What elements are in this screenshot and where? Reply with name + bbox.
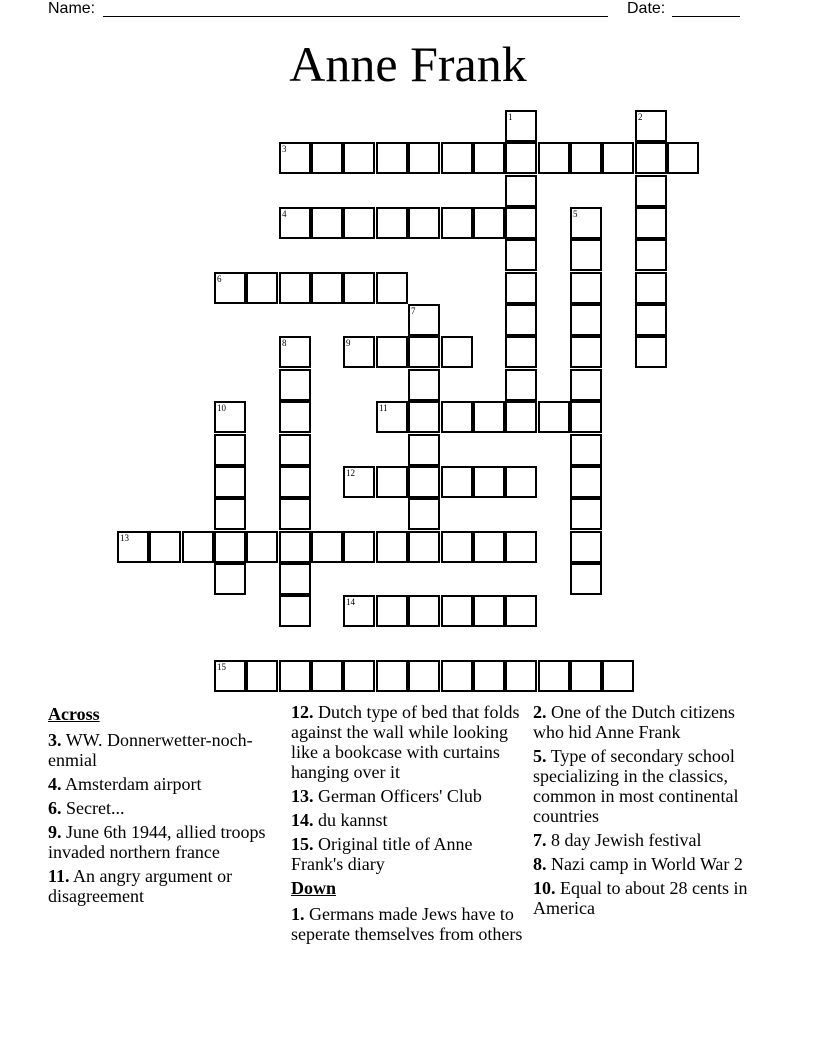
grid-cell[interactable] [408, 336, 440, 368]
grid-cell[interactable] [505, 336, 537, 368]
date-label: Date: [627, 0, 666, 17]
clue-across-15: 15. Original title of Anne Frank's diary [291, 834, 473, 874]
grid-cell[interactable] [279, 563, 311, 595]
grid-cell[interactable] [343, 660, 375, 692]
grid-cell[interactable] [279, 531, 311, 563]
clue-number: 12 [346, 468, 355, 478]
grid-cell[interactable] [311, 272, 343, 304]
clue-number: 13 [120, 533, 129, 543]
clue-down-8: 8. Nazi camp in World War 2 [533, 854, 743, 874]
grid-cell[interactable] [214, 498, 246, 530]
down-heading: Down [291, 878, 337, 898]
grid-cell[interactable] [311, 142, 343, 174]
grid-cell[interactable] [279, 272, 311, 304]
grid-cell[interactable] [635, 207, 667, 239]
grid-cell[interactable] [570, 401, 602, 433]
grid-cell[interactable] [570, 498, 602, 530]
grid-cell[interactable] [408, 466, 440, 498]
grid-cell[interactable] [376, 595, 408, 627]
grid-cell[interactable] [570, 660, 602, 692]
clue-number: 15 [217, 662, 226, 672]
grid-cell[interactable] [667, 142, 699, 174]
grid-cell[interactable] [376, 336, 408, 368]
grid-cell[interactable] [408, 207, 440, 239]
grid-cell[interactable] [505, 272, 537, 304]
clue-across-11: 11. An angry argument or disagreement [48, 866, 233, 906]
grid-cell[interactable] [441, 466, 473, 498]
clue-number: 11 [379, 403, 388, 413]
clue-down-10: 10. Equal to about 28 cents in America [533, 878, 748, 918]
grid-cell[interactable] [343, 531, 375, 563]
clue-number: 5 [573, 209, 578, 219]
grid-cell[interactable] [408, 401, 440, 433]
clue-down-5: 5. Type of secondary school specializing in the classics, common in most continental countries [533, 746, 739, 826]
grid-cell[interactable] [570, 336, 602, 368]
grid-cell[interactable] [343, 207, 375, 239]
grid-cell[interactable] [117, 531, 149, 563]
grid-cell[interactable] [376, 272, 408, 304]
grid-cell[interactable] [214, 401, 246, 433]
grid-cell[interactable] [570, 531, 602, 563]
grid-cell[interactable] [441, 142, 473, 174]
grid-cell[interactable] [408, 498, 440, 530]
grid-cell[interactable] [408, 142, 440, 174]
grid-cell[interactable] [408, 660, 440, 692]
grid-cell[interactable] [635, 110, 667, 142]
clue-down-7: 7. 8 day Jewish festival [533, 830, 702, 850]
grid-cell[interactable] [635, 239, 667, 271]
grid-cell[interactable] [246, 531, 278, 563]
grid-cell[interactable] [505, 531, 537, 563]
grid-cell[interactable] [473, 595, 505, 627]
grid-cell[interactable] [343, 272, 375, 304]
grid-cell[interactable] [570, 466, 602, 498]
grid-cell[interactable] [343, 336, 375, 368]
grid-cell[interactable] [311, 660, 343, 692]
grid-cell[interactable] [376, 531, 408, 563]
grid-cell[interactable] [343, 595, 375, 627]
clue-column-1 [48, 702, 280, 910]
grid-cell[interactable] [408, 304, 440, 336]
clue-number: 3 [282, 144, 287, 154]
grid-cell[interactable] [473, 531, 505, 563]
grid-cell[interactable] [214, 272, 246, 304]
grid-cell[interactable] [343, 466, 375, 498]
clue-across-14: 14. du kannst [291, 810, 388, 830]
grid-cell[interactable] [279, 660, 311, 692]
grid-cell[interactable] [376, 401, 408, 433]
grid-cell[interactable] [279, 498, 311, 530]
grid-cell[interactable] [473, 660, 505, 692]
grid-cell[interactable] [376, 142, 408, 174]
grid-cell[interactable] [214, 466, 246, 498]
grid-cell[interactable] [538, 660, 570, 692]
grid-cell[interactable] [505, 369, 537, 401]
grid-cell[interactable] [570, 563, 602, 595]
grid-cell[interactable] [246, 660, 278, 692]
grid-cell[interactable] [311, 531, 343, 563]
grid-cell[interactable] [570, 239, 602, 271]
grid-cell[interactable] [408, 369, 440, 401]
grid-cell[interactable] [505, 175, 537, 207]
clue-across-6: 6. Secret... [48, 798, 125, 818]
grid-cell[interactable] [505, 239, 537, 271]
grid-cell[interactable] [602, 660, 634, 692]
clue-number: 6 [217, 274, 222, 284]
grid-cell[interactable] [505, 401, 537, 433]
grid-cell[interactable] [408, 434, 440, 466]
grid-cell[interactable] [473, 142, 505, 174]
grid-cell[interactable] [602, 142, 634, 174]
clue-across-3: 3. WW. Donnerwetter-noch-enmial [48, 730, 253, 770]
grid-cell[interactable] [279, 434, 311, 466]
grid-cell[interactable] [279, 142, 311, 174]
grid-cell[interactable] [311, 207, 343, 239]
grid-cell[interactable] [279, 336, 311, 368]
name-label: Name: [48, 0, 96, 17]
grid-cell[interactable] [408, 595, 440, 627]
grid-cell[interactable] [538, 401, 570, 433]
grid-cell[interactable] [570, 272, 602, 304]
page-title: Anne Frank [289, 36, 527, 92]
grid-cell[interactable] [635, 304, 667, 336]
clue-across-12: 12. Dutch type of bed that folds against the wall while looking like a bookcase with curtains hanging over it [291, 702, 520, 782]
clue-number: 4 [282, 209, 287, 219]
clue-number: 10 [217, 403, 226, 413]
clue-down-1: 1. Germans made Jews have to seperate themselves from others [291, 904, 523, 944]
grid-cell[interactable] [441, 595, 473, 627]
grid-cell[interactable] [538, 142, 570, 174]
clue-column-3 [533, 702, 769, 922]
grid-cell[interactable] [279, 595, 311, 627]
grid-cell[interactable] [473, 466, 505, 498]
grid-cell[interactable] [182, 531, 214, 563]
grid-cell[interactable] [505, 595, 537, 627]
grid-cell[interactable] [408, 531, 440, 563]
grid-cell[interactable] [279, 401, 311, 433]
grid-cell[interactable] [505, 110, 537, 142]
grid-cell[interactable] [473, 207, 505, 239]
clue-across-9: 9. June 6th 1944, allied troops invaded northern france [48, 822, 266, 862]
grid-cell[interactable] [343, 142, 375, 174]
grid-cell[interactable] [505, 466, 537, 498]
clue-number: 1 [508, 112, 513, 122]
grid-cell[interactable] [246, 272, 278, 304]
grid-cell[interactable] [279, 207, 311, 239]
clue-number: 7 [411, 306, 416, 316]
grid-cell[interactable] [473, 401, 505, 433]
clue-number: 8 [282, 338, 287, 348]
grid-cell[interactable] [570, 304, 602, 336]
clue-number: 14 [346, 597, 355, 607]
grid-cell[interactable] [279, 369, 311, 401]
grid-cell[interactable] [570, 207, 602, 239]
grid-cell[interactable] [635, 142, 667, 174]
clue-across-13: 13. German Officers' Club [291, 786, 482, 806]
grid-cell[interactable] [279, 466, 311, 498]
grid-cell[interactable] [376, 207, 408, 239]
grid-cell[interactable] [214, 531, 246, 563]
clue-number: 2 [638, 112, 643, 122]
grid-cell[interactable] [214, 563, 246, 595]
clue-across-4: 4. Amsterdam airport [48, 774, 202, 794]
grid-cell[interactable] [505, 660, 537, 692]
across-heading: Across [48, 704, 100, 724]
grid-cell[interactable] [505, 304, 537, 336]
grid-cell[interactable] [376, 660, 408, 692]
grid-cell[interactable] [505, 207, 537, 239]
grid-cell[interactable] [441, 207, 473, 239]
grid-cell[interactable] [376, 466, 408, 498]
grid-cell[interactable] [149, 531, 181, 563]
grid-cell[interactable] [441, 336, 473, 368]
grid-cell[interactable] [635, 175, 667, 207]
grid-cell[interactable] [570, 369, 602, 401]
grid-cell[interactable] [441, 531, 473, 563]
grid-cell[interactable] [570, 142, 602, 174]
grid-cell[interactable] [635, 336, 667, 368]
clue-number: 9 [346, 338, 351, 348]
clue-down-2: 2. One of the Dutch citizens who hid Anne Frank [533, 702, 735, 742]
grid-cell[interactable] [214, 660, 246, 692]
grid-cell[interactable] [570, 434, 602, 466]
grid-cell[interactable] [214, 434, 246, 466]
grid-cell[interactable] [505, 142, 537, 174]
grid-cell[interactable] [441, 401, 473, 433]
grid-cell[interactable] [635, 272, 667, 304]
grid-cell[interactable] [441, 660, 473, 692]
clue-column-2 [291, 702, 527, 948]
